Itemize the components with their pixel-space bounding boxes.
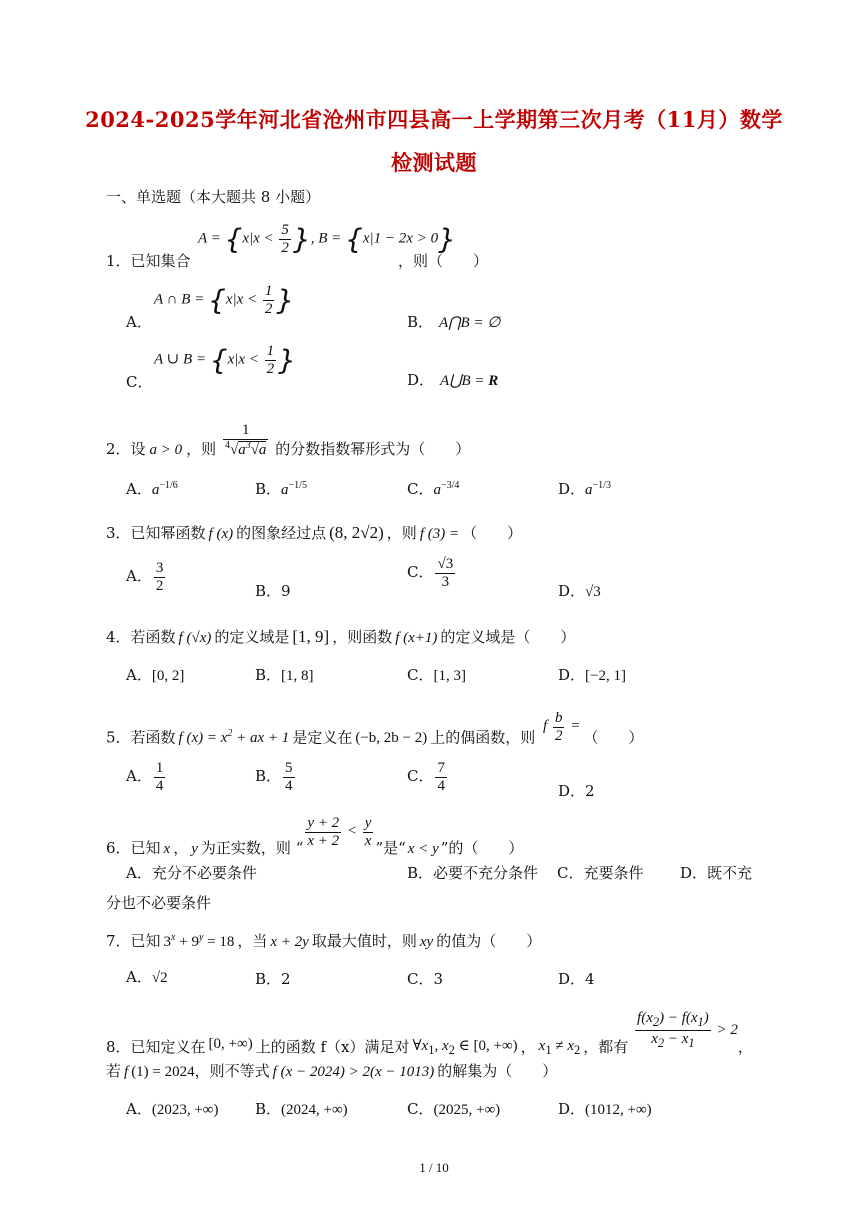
q7-option-c[interactable]: C．3 <box>407 970 444 988</box>
q3-option-a[interactable]: A． $\frac{3}{2}$ <box>126 560 164 594</box>
document-title-line1: 2024-2025学年河北省沧州市四县高一上学期第三次月考（11月）数学 <box>85 107 783 132</box>
q4-option-d[interactable]: D．[−2, 1] <box>558 666 626 684</box>
q4-option-c[interactable]: C．[1, 3] <box>407 666 466 684</box>
document-title-line2: 检测试题 <box>391 150 477 175</box>
q2-option-a[interactable]: A．$a^{-1/6}$ <box>126 480 178 498</box>
question-6: 6．已知 x ， y 为正实数，则 “ $\frac{y + 2}{x + 2}$ < $\frac{y}{x}$ ”是“ x < y ”的（ ） <box>106 815 524 858</box>
q7-option-b[interactable]: B．2 <box>255 970 291 988</box>
q3-option-b[interactable]: B．9 <box>255 582 291 600</box>
q5-option-c[interactable]: C． $\frac{7}{4}$ <box>407 760 445 794</box>
q4-option-a[interactable]: A．[0, 2] <box>126 666 185 684</box>
q2-option-d[interactable]: D．$a^{-1/3}$ <box>558 480 611 498</box>
q1-option-c[interactable]: C． A ∪ B = {x|x < $\frac{1}{2}$ } <box>126 343 296 391</box>
q2-radical-math: $\frac{1}{^4√a^3√a}$ <box>224 422 267 458</box>
q6-option-c[interactable]: C．充要条件 <box>557 864 644 882</box>
q1-set-math: A = {x|x < $\frac{5}{2}$ }, B = {x|1 − 2x > 0} <box>198 222 456 256</box>
q6-option-d[interactable]: D．既不充 <box>680 864 753 882</box>
q4-option-b[interactable]: B．[1, 8] <box>255 666 314 684</box>
section-heading: 一、单选题（本大题共 8 小题） <box>106 188 321 206</box>
q6-option-a[interactable]: A．充分不必要条件 <box>126 864 257 882</box>
q5-option-d[interactable]: D．2 <box>558 782 595 800</box>
q2-option-b[interactable]: B．$a^{-1/5}$ <box>255 480 307 498</box>
question-5: 5．若函数 f $(x) = x^2$ + ax + 1 是定义在 (−b, 2b − 2) 上的偶函数，则 f $\frac{b}{2}$ =（ ） <box>106 710 644 747</box>
question-8: 8．已知定义在 [0, +∞) 上的函数 f（x）满足对 $\forall x_1$, $x_2$ ∈ [0, +∞) ， $x_1 \ne x_2$ ，都有 $\frac{f(x_2) - f(x_1)}{x_2 - x_1}$ > 2， <box>106 1010 753 1057</box>
q1-option-b[interactable]: B． A⋂B = ∅ <box>407 313 501 331</box>
q8-option-d[interactable]: D．(1012, +∞) <box>558 1100 652 1118</box>
question-7: 7．已知 $3^x + 9^y = 18$ ，当 x + 2y 取最大值时，则 xy 的值为（ ） <box>106 932 542 950</box>
q1-option-d[interactable]: D． A⋃B = R <box>407 371 499 389</box>
q6-option-d-continued: 分也不必要条件 <box>106 894 212 912</box>
q8-option-b[interactable]: B．(2024, +∞) <box>255 1100 348 1118</box>
q3-option-d[interactable]: D．√3 <box>558 582 601 600</box>
q7-option-d[interactable]: D．4 <box>558 970 595 988</box>
q7-option-a[interactable]: A．√2 <box>126 968 168 986</box>
question-1: 1．已知集合 A = {x|x < $\frac{5}{2}$ }, B = {x|1 − 2x > 0} ，则（ ） <box>106 222 489 270</box>
q5-option-a[interactable]: A． $\frac{1}{4}$ <box>126 760 164 794</box>
q3-option-c[interactable]: C． $\frac{√3}{3}$ <box>407 556 454 590</box>
q8-option-c[interactable]: C．(2025, +∞) <box>407 1100 501 1118</box>
question-4: 4．若函数 f (√x) 的定义域是 [1, 9] ，则函数 f (x+1) 的定义域是（ ） <box>106 627 576 646</box>
q1-option-a[interactable]: A． A ∩ B = {x|x < $\frac{1}{2}$ } <box>126 283 295 331</box>
question-8-line2: 若 f (1) = 2024，则不等式 f (x − 2024) > 2(x − 1013) 的解集为（ ） <box>106 1062 558 1080</box>
q6-option-b[interactable]: B．必要不充分条件 <box>407 864 539 882</box>
question-2: 2．设 a > 0 ，则 $\frac{1}{^4√a^3√a}$ 的分数指数幂形式为（ ） <box>106 422 471 458</box>
page-number: 1 / 10 <box>419 1160 449 1175</box>
q5-option-b[interactable]: B． $\frac{5}{4}$ <box>255 760 293 794</box>
question-3: 3．已知幂函数 f (x) 的图象经过点 (8, 2√2) ，则 f (3) = （ ） <box>106 523 523 542</box>
q8-option-a[interactable]: A．(2023, +∞) <box>126 1100 219 1118</box>
q2-option-c[interactable]: C．$a^{-3/4}$ <box>407 480 460 498</box>
